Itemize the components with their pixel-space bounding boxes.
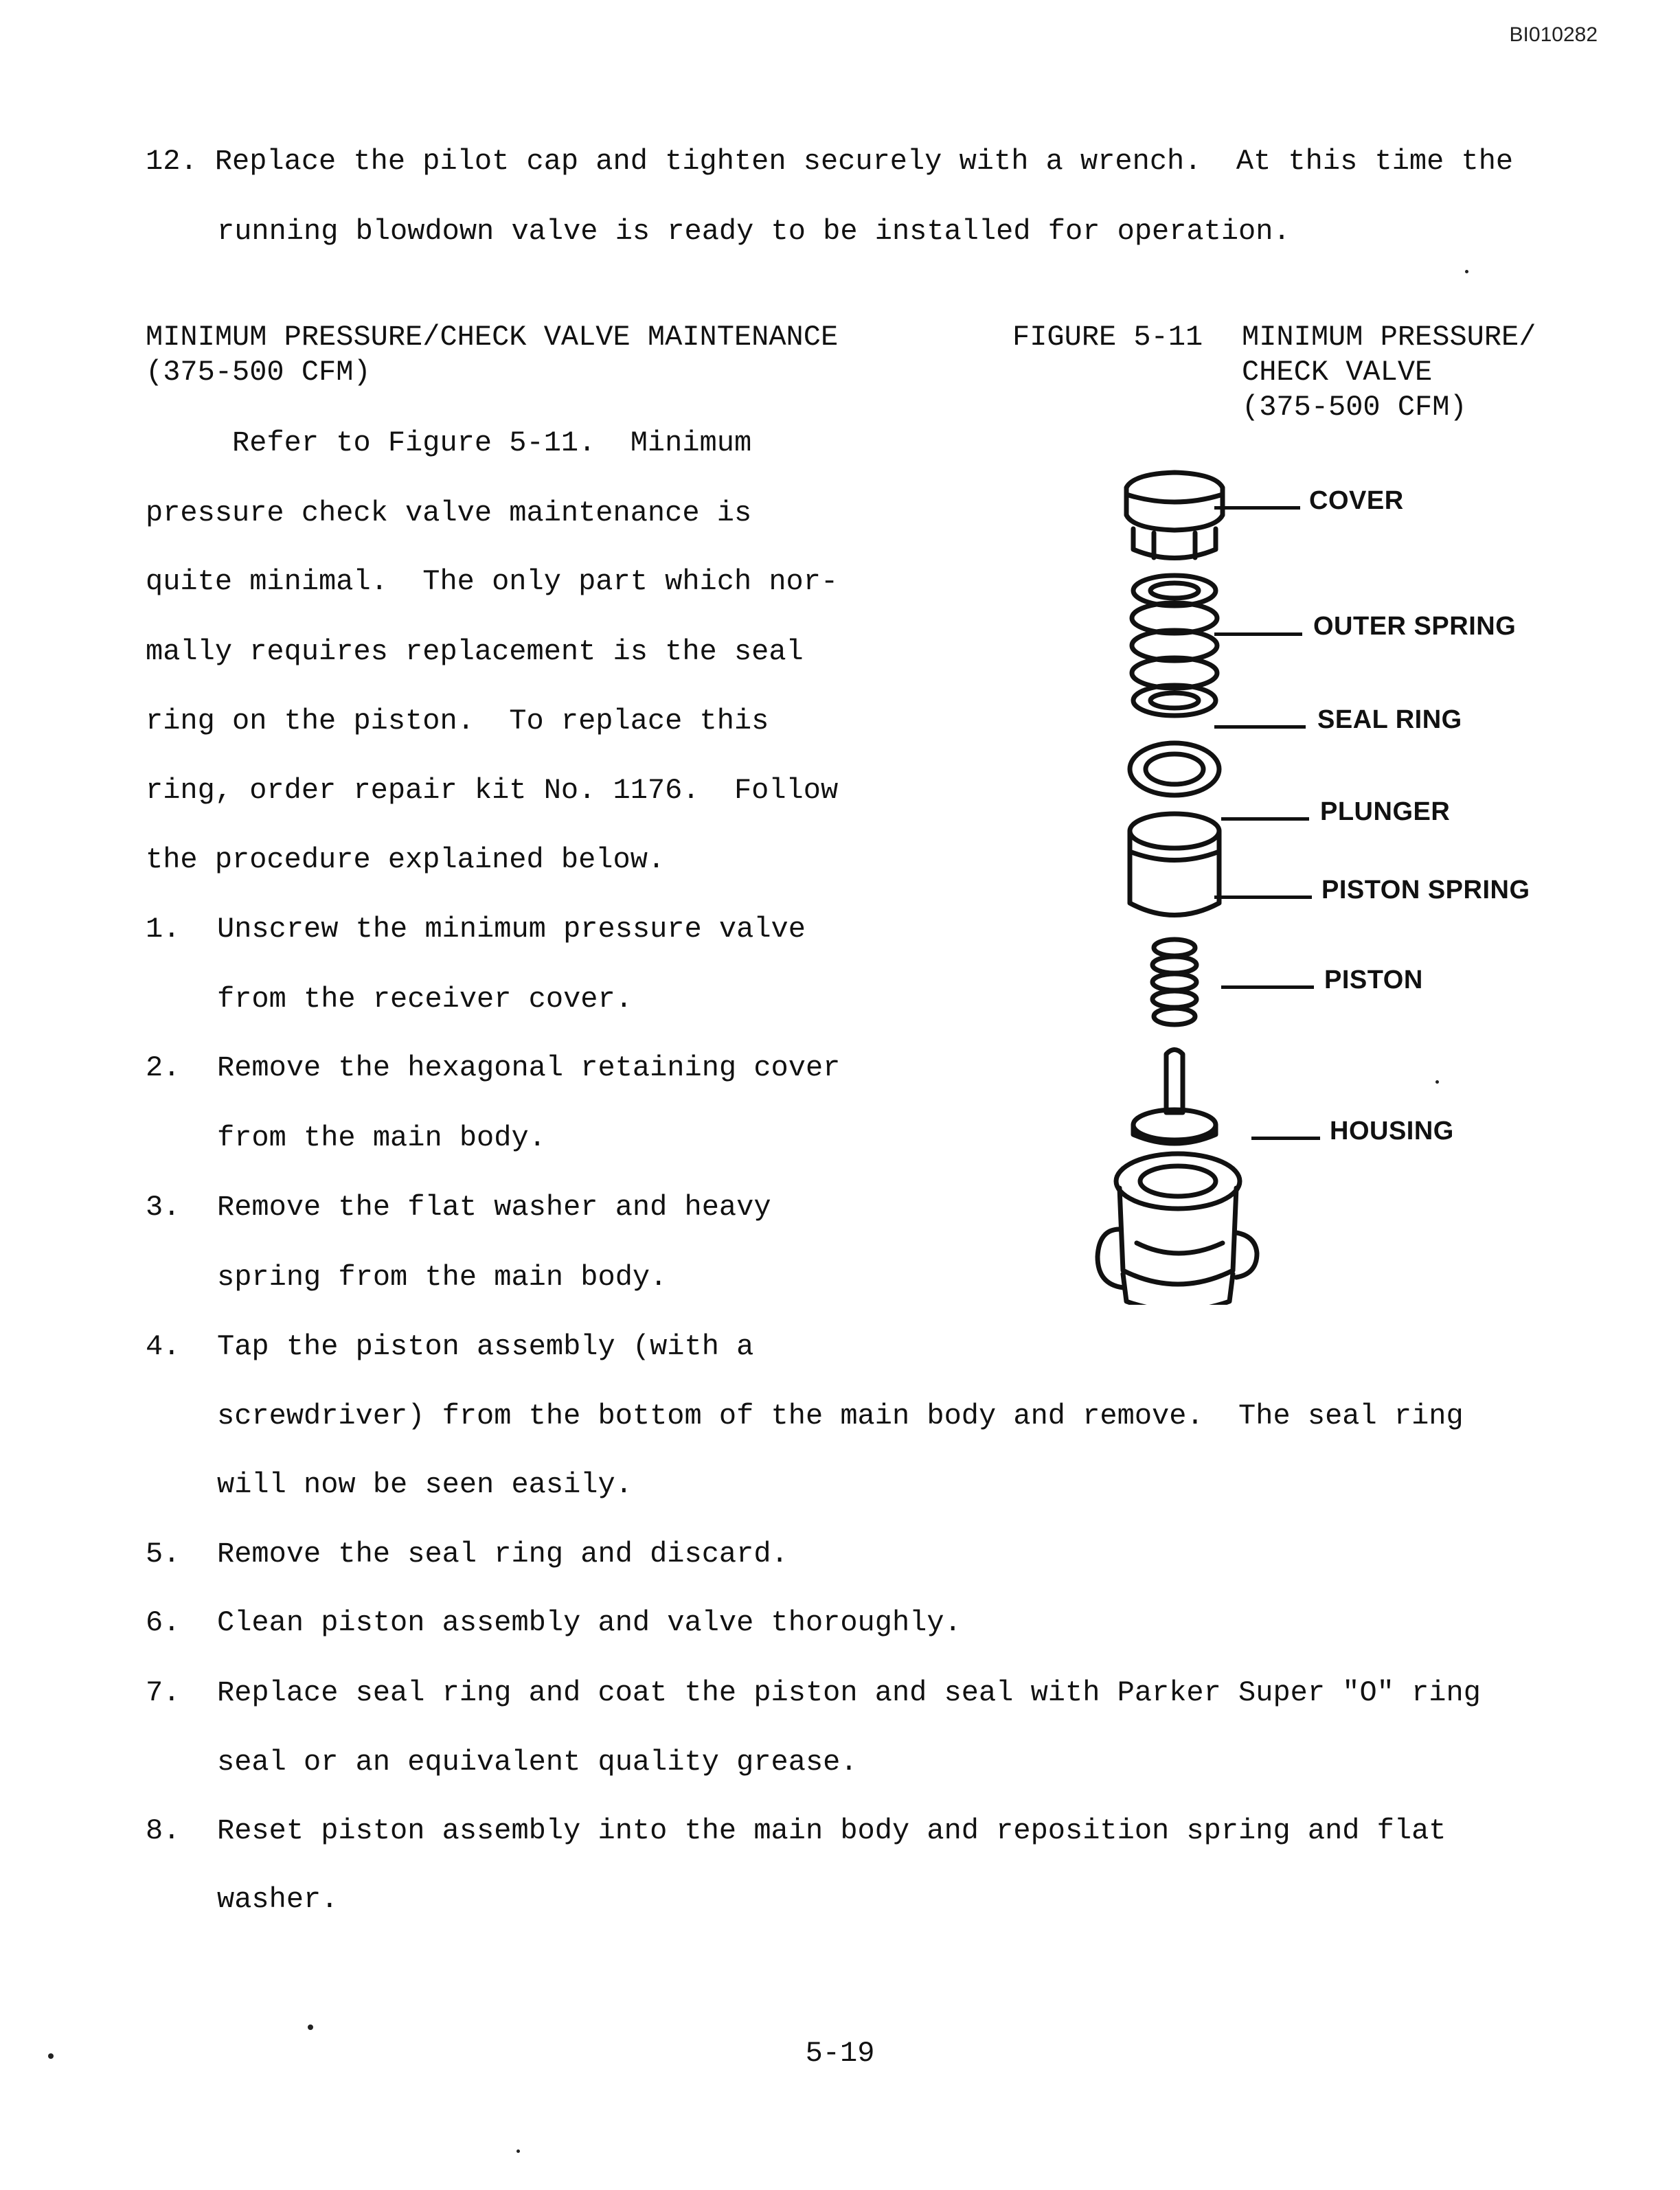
outer-spring-leader-line (1214, 632, 1302, 636)
step-number: 1. (146, 913, 181, 946)
step-text: Remove the flat washer and heavy (217, 1191, 771, 1224)
part-label-housing: HOUSING (1330, 1117, 1454, 1145)
step-number: 6. (146, 1606, 181, 1639)
figure-caption-line2: CHECK VALVE (1242, 356, 1433, 389)
paragraph-line: ring on the piston. To replace this (146, 705, 769, 738)
step-number: 7. (146, 1676, 181, 1709)
part-label-piston-spring: PISTON SPRING (1321, 876, 1530, 904)
section-title: MINIMUM PRESSURE/CHECK VALVE MAINTENANCE (146, 321, 839, 354)
step-text: Reset piston assembly into the main body and reposition spring and flat (217, 1814, 1446, 1847)
scan-speck (1435, 1080, 1439, 1084)
piston-spring-drawing (1153, 939, 1196, 1025)
plunger-leader-line (1221, 817, 1309, 821)
section-subtitle: (375-500 CFM) (146, 356, 371, 389)
housing-drawing (1098, 1154, 1257, 1305)
step-text: screwdriver) from the bottom of the main body and remove. The seal ring (217, 1400, 1464, 1433)
step-number: 5. (146, 1538, 181, 1571)
part-label-plunger: PLUNGER (1320, 797, 1451, 826)
seal-ring-drawing (1130, 743, 1219, 795)
scan-speck (308, 2024, 313, 2030)
step-number: 8. (146, 1814, 181, 1847)
part-label-outer-spring: OUTER SPRING (1313, 612, 1517, 641)
piston-leader-line (1221, 985, 1314, 989)
paragraph-line: quite minimal. The only part which nor- (146, 565, 839, 598)
step-text: Clean piston assembly and valve thoroughly. (217, 1606, 962, 1639)
step-12-line1: 12. Replace the pilot cap and tighten securely with a wrench. At this time the (146, 145, 1514, 178)
step-text: washer. (217, 1883, 339, 1916)
step-number: 2. (146, 1051, 181, 1084)
step-text: from the receiver cover. (217, 983, 633, 1016)
step-text: spring from the main body. (217, 1261, 668, 1294)
document-id: BI010282 (1509, 23, 1598, 46)
paragraph-line: ring, order repair kit No. 1176. Follow (146, 774, 839, 807)
figure-caption-line1: MINIMUM PRESSURE/ (1242, 321, 1536, 354)
scan-speck (517, 2149, 520, 2153)
figure-number: FIGURE 5-11 (1012, 321, 1203, 354)
step-12-line2: running blowdown valve is ready to be installed for operation. (217, 215, 1291, 248)
part-label-piston: PISTON (1324, 966, 1423, 994)
step-text: Replace seal ring and coat the piston and seal with Parker Super "O" ring (217, 1676, 1481, 1709)
figure-caption-line3: (375-500 CFM) (1242, 391, 1467, 424)
paragraph-line: Refer to Figure 5-11. Minimum (146, 426, 752, 459)
scan-speck (48, 2053, 54, 2059)
step-number: 3. (146, 1191, 181, 1224)
part-label-cover: COVER (1309, 486, 1404, 515)
step-text: Unscrew the minimum pressure valve (217, 913, 806, 946)
step-number: 4. (146, 1330, 181, 1363)
part-label-seal-ring: SEAL RING (1317, 705, 1462, 734)
valve-exploded-diagram (1085, 453, 1264, 1305)
page-number: 5-19 (805, 2037, 875, 2070)
paragraph-line: mally requires replacement is the seal (146, 635, 804, 668)
step-text: Remove the hexagonal retaining cover (217, 1051, 841, 1084)
cover-leader-line (1214, 506, 1300, 510)
cover-drawing (1126, 472, 1223, 558)
step-text: from the main body. (217, 1121, 546, 1154)
piston-drawing (1133, 1050, 1216, 1144)
seal-ring-leader-line (1214, 725, 1306, 729)
step-text: will now be seen easily. (217, 1468, 633, 1501)
plunger-drawing (1130, 814, 1219, 915)
outer-spring-drawing (1132, 575, 1217, 716)
piston-spring-leader-line (1214, 896, 1312, 899)
paragraph-line: pressure check valve maintenance is (146, 497, 752, 529)
housing-leader-line (1251, 1137, 1320, 1140)
step-text: Tap the piston assembly (with a (217, 1330, 754, 1363)
paragraph-line: the procedure explained below. (146, 843, 666, 876)
step-text: Remove the seal ring and discard. (217, 1538, 788, 1571)
scan-speck (1465, 270, 1468, 273)
step-text: seal or an equivalent quality grease. (217, 1746, 858, 1779)
